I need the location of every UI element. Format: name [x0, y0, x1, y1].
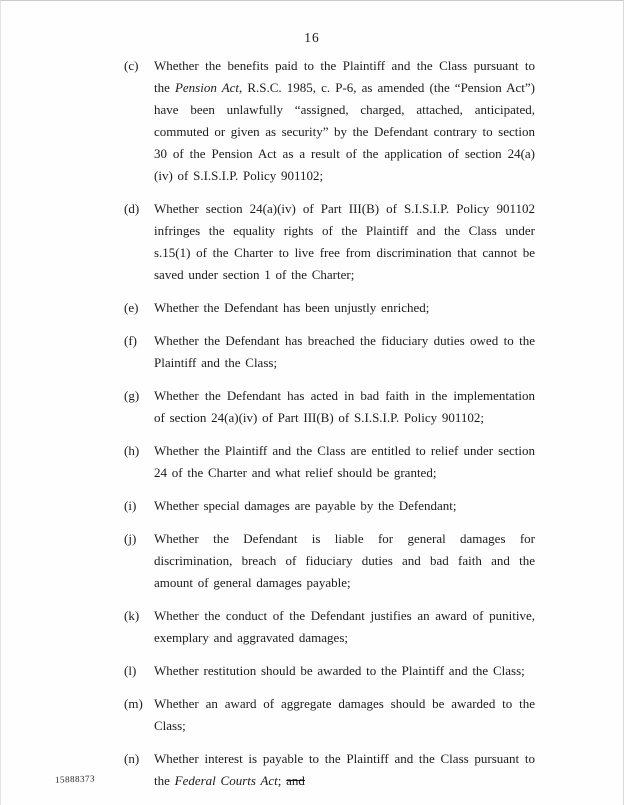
- item-text: [154, 495, 535, 517]
- text-segment: Whether the Defendant has acted in bad faith in the implementation of section 24(a)(iv) of Part III(B) of S.I.S.I.P. Policy 901102;: [154, 388, 535, 425]
- text-segment: Whether restitution should be awarded to the Plaintiff and the Class;: [154, 663, 525, 678]
- text-segment: and: [286, 773, 305, 788]
- text-segment: Whether the Defendant is liable for general damages for discrimination, breach of fiduciary duties and bad faith and the amount of general damages payable;: [154, 531, 535, 590]
- list-item: [124, 605, 535, 649]
- list-item: [124, 693, 535, 737]
- list-item: [124, 495, 535, 517]
- list-item: [124, 198, 535, 286]
- text-segment: Whether an award of aggregate damages should be awarded to the Class;: [154, 696, 535, 733]
- list-item: [124, 385, 535, 429]
- text-segment: Whether interest is payable to the Plaintiff and the Class pursuant to the: [154, 751, 535, 788]
- text-segment: Whether the Plaintiff and the Class are entitled to relief under section 24 of the Charter and what relief should be granted;: [154, 443, 535, 480]
- item-text: [154, 55, 535, 187]
- item-text: [154, 330, 535, 374]
- text-segment: Whether section 24(a)(iv) of Part III(B) of S.I.S.I.P. Policy 901102 infringes the equality rights of the Plaintiff and the Class under s.15(1) of the Charter to live free from discrimination that cannot be saved under section 1 of the Charter;: [154, 201, 535, 282]
- item-text: [154, 605, 535, 649]
- text-segment: Pension Act: [174, 80, 240, 95]
- item-text: [154, 198, 535, 286]
- text-segment: Whether special damages are payable by the Defendant;: [154, 498, 457, 513]
- item-label: (l): [124, 663, 137, 678]
- text-segment: Whether the Defendant has breached the fiduciary duties owed to the Plaintiff and the Class;: [154, 333, 535, 370]
- item-label: (g): [124, 388, 140, 403]
- list-item: [124, 528, 535, 594]
- text-segment: Federal Courts Act: [174, 773, 278, 788]
- document-id-footer: 15888373: [54, 773, 96, 785]
- item-label: (h): [124, 443, 140, 458]
- text-segment: ;: [277, 773, 287, 788]
- list-item: [124, 330, 535, 374]
- list-item: [124, 440, 535, 484]
- list-item: [124, 660, 535, 682]
- item-text: [154, 297, 535, 319]
- text-segment: Whether the benefits paid to the Plaintiff and the Class pursuant to the: [154, 58, 535, 95]
- text-segment: Whether the conduct of the Defendant justifies an award of punitive, exemplary and aggravated damages;: [154, 608, 535, 645]
- item-text: [154, 693, 535, 737]
- item-text: [154, 528, 535, 594]
- list-item: [124, 55, 535, 187]
- list-item: [124, 748, 535, 792]
- item-label: (c): [124, 58, 139, 73]
- item-label: (m): [124, 696, 143, 711]
- item-text: [154, 385, 535, 429]
- item-label: (e): [124, 300, 139, 315]
- list-item: [124, 297, 535, 319]
- item-label: (j): [124, 531, 137, 546]
- item-text: [154, 440, 535, 484]
- item-text: [154, 748, 535, 792]
- item-text: [154, 660, 535, 682]
- issues-list: [124, 55, 535, 803]
- item-label: (d): [124, 201, 140, 216]
- page-number: 16: [304, 30, 320, 45]
- item-label: (k): [124, 608, 140, 623]
- item-label: (f): [124, 333, 137, 348]
- text-segment: , R.S.C. 1985, c. P-6, as amended (the “Pension Act”) have been unlawfully “assigned, charged, attached, anticipated, commuted or given as security” by the Defendant contrary to section 30 of the Pension Act as a result of the application of section 24(a)(iv) of S.I.S.I.P. Policy 901102;: [154, 80, 535, 183]
- item-label: (n): [124, 751, 140, 766]
- text-segment: Whether the Defendant has been unjustly enriched;: [154, 300, 430, 315]
- item-label: (i): [124, 498, 137, 513]
